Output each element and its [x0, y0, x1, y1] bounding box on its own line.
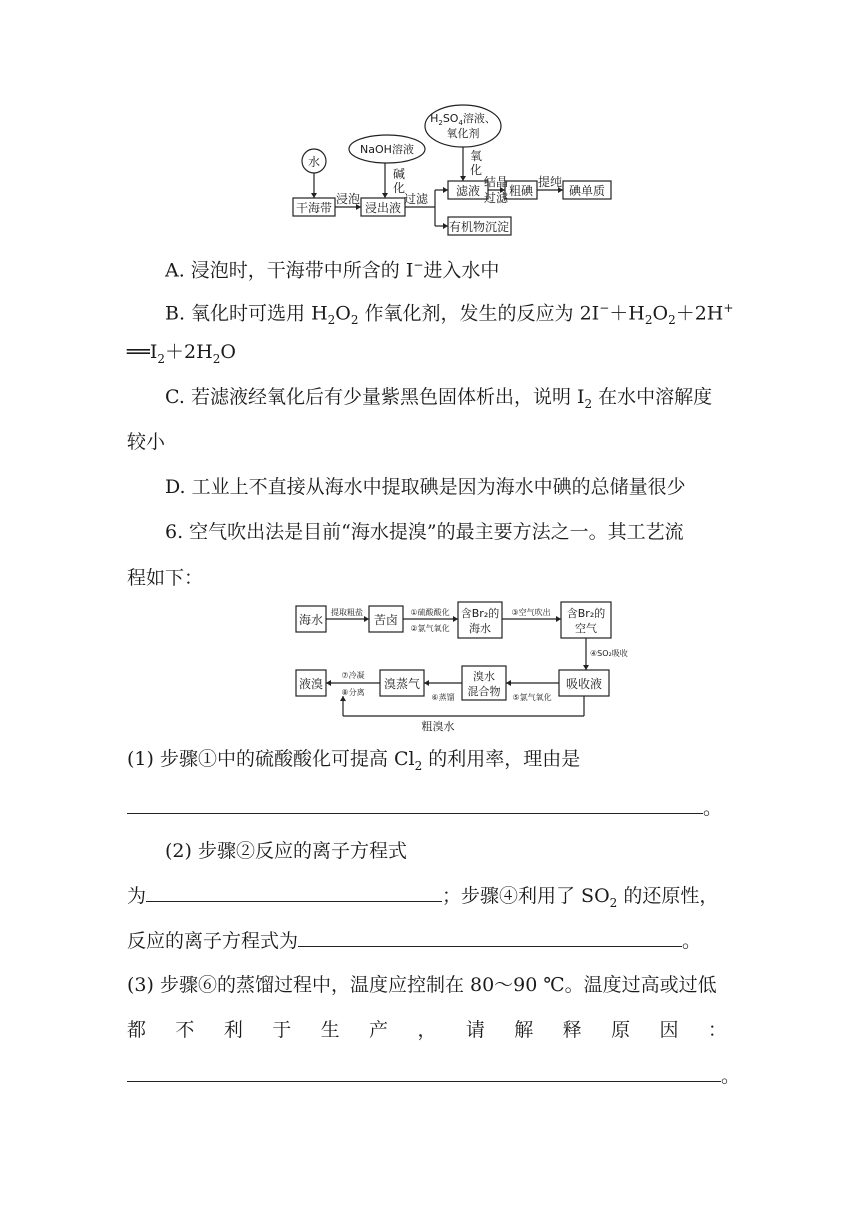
kelp-label: 干海带 — [295, 201, 333, 215]
iodine-extraction-flowchart — [0, 0, 860, 240]
absorb-label: 吸收液 — [565, 677, 603, 691]
mix-label-2: 混合物 — [467, 685, 501, 698]
q1-answer-line: 。 — [127, 795, 722, 820]
q3-answer-blank[interactable] — [127, 1063, 721, 1082]
q3-char: 生 — [320, 1019, 340, 1041]
crystal-label-1: 结晶 — [483, 175, 509, 189]
option-a: A. 浸泡时，干海带中所含的 I−进入水中 — [165, 258, 500, 282]
brine-label: 苦卤 — [373, 613, 399, 627]
br-sea-label-1: 含Br₂的 — [460, 607, 500, 620]
q2-blank-2[interactable] — [298, 928, 620, 947]
naoh-label: NaOH溶液 — [360, 143, 414, 156]
crude-label: 粗碘 — [508, 184, 534, 198]
q3-char: 解 — [514, 1019, 534, 1041]
mix-label-1: 溴水 — [473, 670, 495, 683]
crude-br-label: 粗溴水 — [421, 720, 455, 733]
organic-label: 有机物沉淀 — [448, 220, 510, 234]
alkali-label-1: 碱 — [393, 167, 406, 181]
q3-char: 原 — [611, 1019, 631, 1041]
q2-blank-1[interactable] — [146, 883, 442, 902]
br-sea-label-2: 海水 — [469, 622, 491, 635]
crystal-label-2: 过滤 — [483, 191, 509, 205]
option-d: D. 工业上不直接从海水中提取碘是因为海水中碘的总储量很少 — [165, 476, 686, 498]
seawater-label: 海水 — [298, 613, 324, 627]
q3-char: 都 — [127, 1019, 147, 1041]
q3-answer-line: 。 — [127, 1063, 740, 1088]
q3-line1: (3) 步骤⑥的蒸馏过程中，温度应控制在 80～90 ℃。温度过高或过低 — [127, 974, 717, 996]
oxidize-label-1: 氧 — [470, 149, 483, 163]
q1-answer-blank[interactable] — [127, 795, 703, 814]
option-b: B. 氧化时可选用 $H_2O_2$ 作氧化剂，发生的反应为 $2I^-+H_2O_2+2H^+$ — [165, 301, 734, 328]
step8-label: ⑧分离 — [341, 688, 365, 697]
option-c-cont: 较小 — [127, 431, 166, 453]
option-b-equation: $══I_2+2H_2O$ — [127, 341, 236, 366]
step4-label: ④SO₂吸收 — [590, 649, 628, 658]
salt-label: 提取粗盐 — [331, 608, 363, 617]
h2so4-label: $H_2SO_4$溶液、 — [430, 112, 496, 127]
bromine-extraction-flowchart — [0, 598, 860, 738]
step3-label: ③空气吹出 — [511, 608, 551, 617]
q3-char: 不 — [175, 1019, 195, 1041]
oxidant-label: 氧化剂 — [446, 127, 480, 140]
option-c: C. 若滤液经氧化后有少量紫黑色固体析出，说明 $I_2$ 在水中溶解度 — [165, 386, 713, 411]
vapor-label: 溴蒸气 — [383, 677, 421, 691]
filter-label: 过滤 — [403, 192, 429, 206]
q3-line2 — [127, 1018, 727, 1042]
q3-char: 于 — [272, 1019, 292, 1041]
step1-label: ①硫酸酸化 — [410, 608, 450, 617]
q2-line2: 为 ；步骤④利用了 $SO_2$ 的还原性， — [127, 885, 719, 910]
q2-line1: (2) 步骤②反应的离子方程式 — [165, 840, 407, 862]
q3-char: 产 — [369, 1019, 389, 1041]
step6-label: ⑥蒸馏 — [431, 693, 455, 702]
q3-char: ， — [417, 1019, 437, 1041]
q3-char: 释 — [562, 1019, 582, 1041]
br-air-label-2: 空气 — [575, 622, 597, 635]
q2-line3: 反应的离子方程式为 。 — [127, 930, 702, 952]
br-air-label-1: 含Br₂的 — [566, 607, 606, 620]
water-label: 水 — [307, 155, 321, 169]
step2-label: ②氯气氧化 — [410, 624, 450, 633]
extract-label: 浸出液 — [364, 201, 402, 215]
q3-char: 因 — [659, 1019, 679, 1041]
q1-line: (1) 步骤①中的硫酸酸化可提高 $Cl_2$ 的利用率，理由是 — [127, 748, 581, 773]
alkali-label-2: 化 — [393, 181, 406, 195]
step7-label: ⑦冷凝 — [341, 671, 365, 680]
oxidize-label-2: 化 — [470, 163, 483, 177]
q3-char: 请 — [465, 1019, 485, 1041]
q2-blank-3[interactable] — [620, 928, 682, 947]
q3-char: ： — [707, 1019, 727, 1041]
liquid-br-label: 液溴 — [298, 677, 324, 691]
iodine-label: 碘单质 — [568, 184, 606, 198]
step5-label: ⑤氯气氧化 — [512, 693, 552, 702]
soak-label: 浸泡 — [335, 192, 361, 206]
q6-line1: 6. 空气吹出法是目前“海水提溴”的最主要方法之一。其工艺流 — [165, 521, 684, 543]
filtrate-label: 滤液 — [455, 184, 481, 198]
q3-char: 利 — [223, 1019, 243, 1041]
purify-label: 提纯 — [537, 175, 563, 189]
q6-line2: 程如下： — [127, 567, 204, 589]
